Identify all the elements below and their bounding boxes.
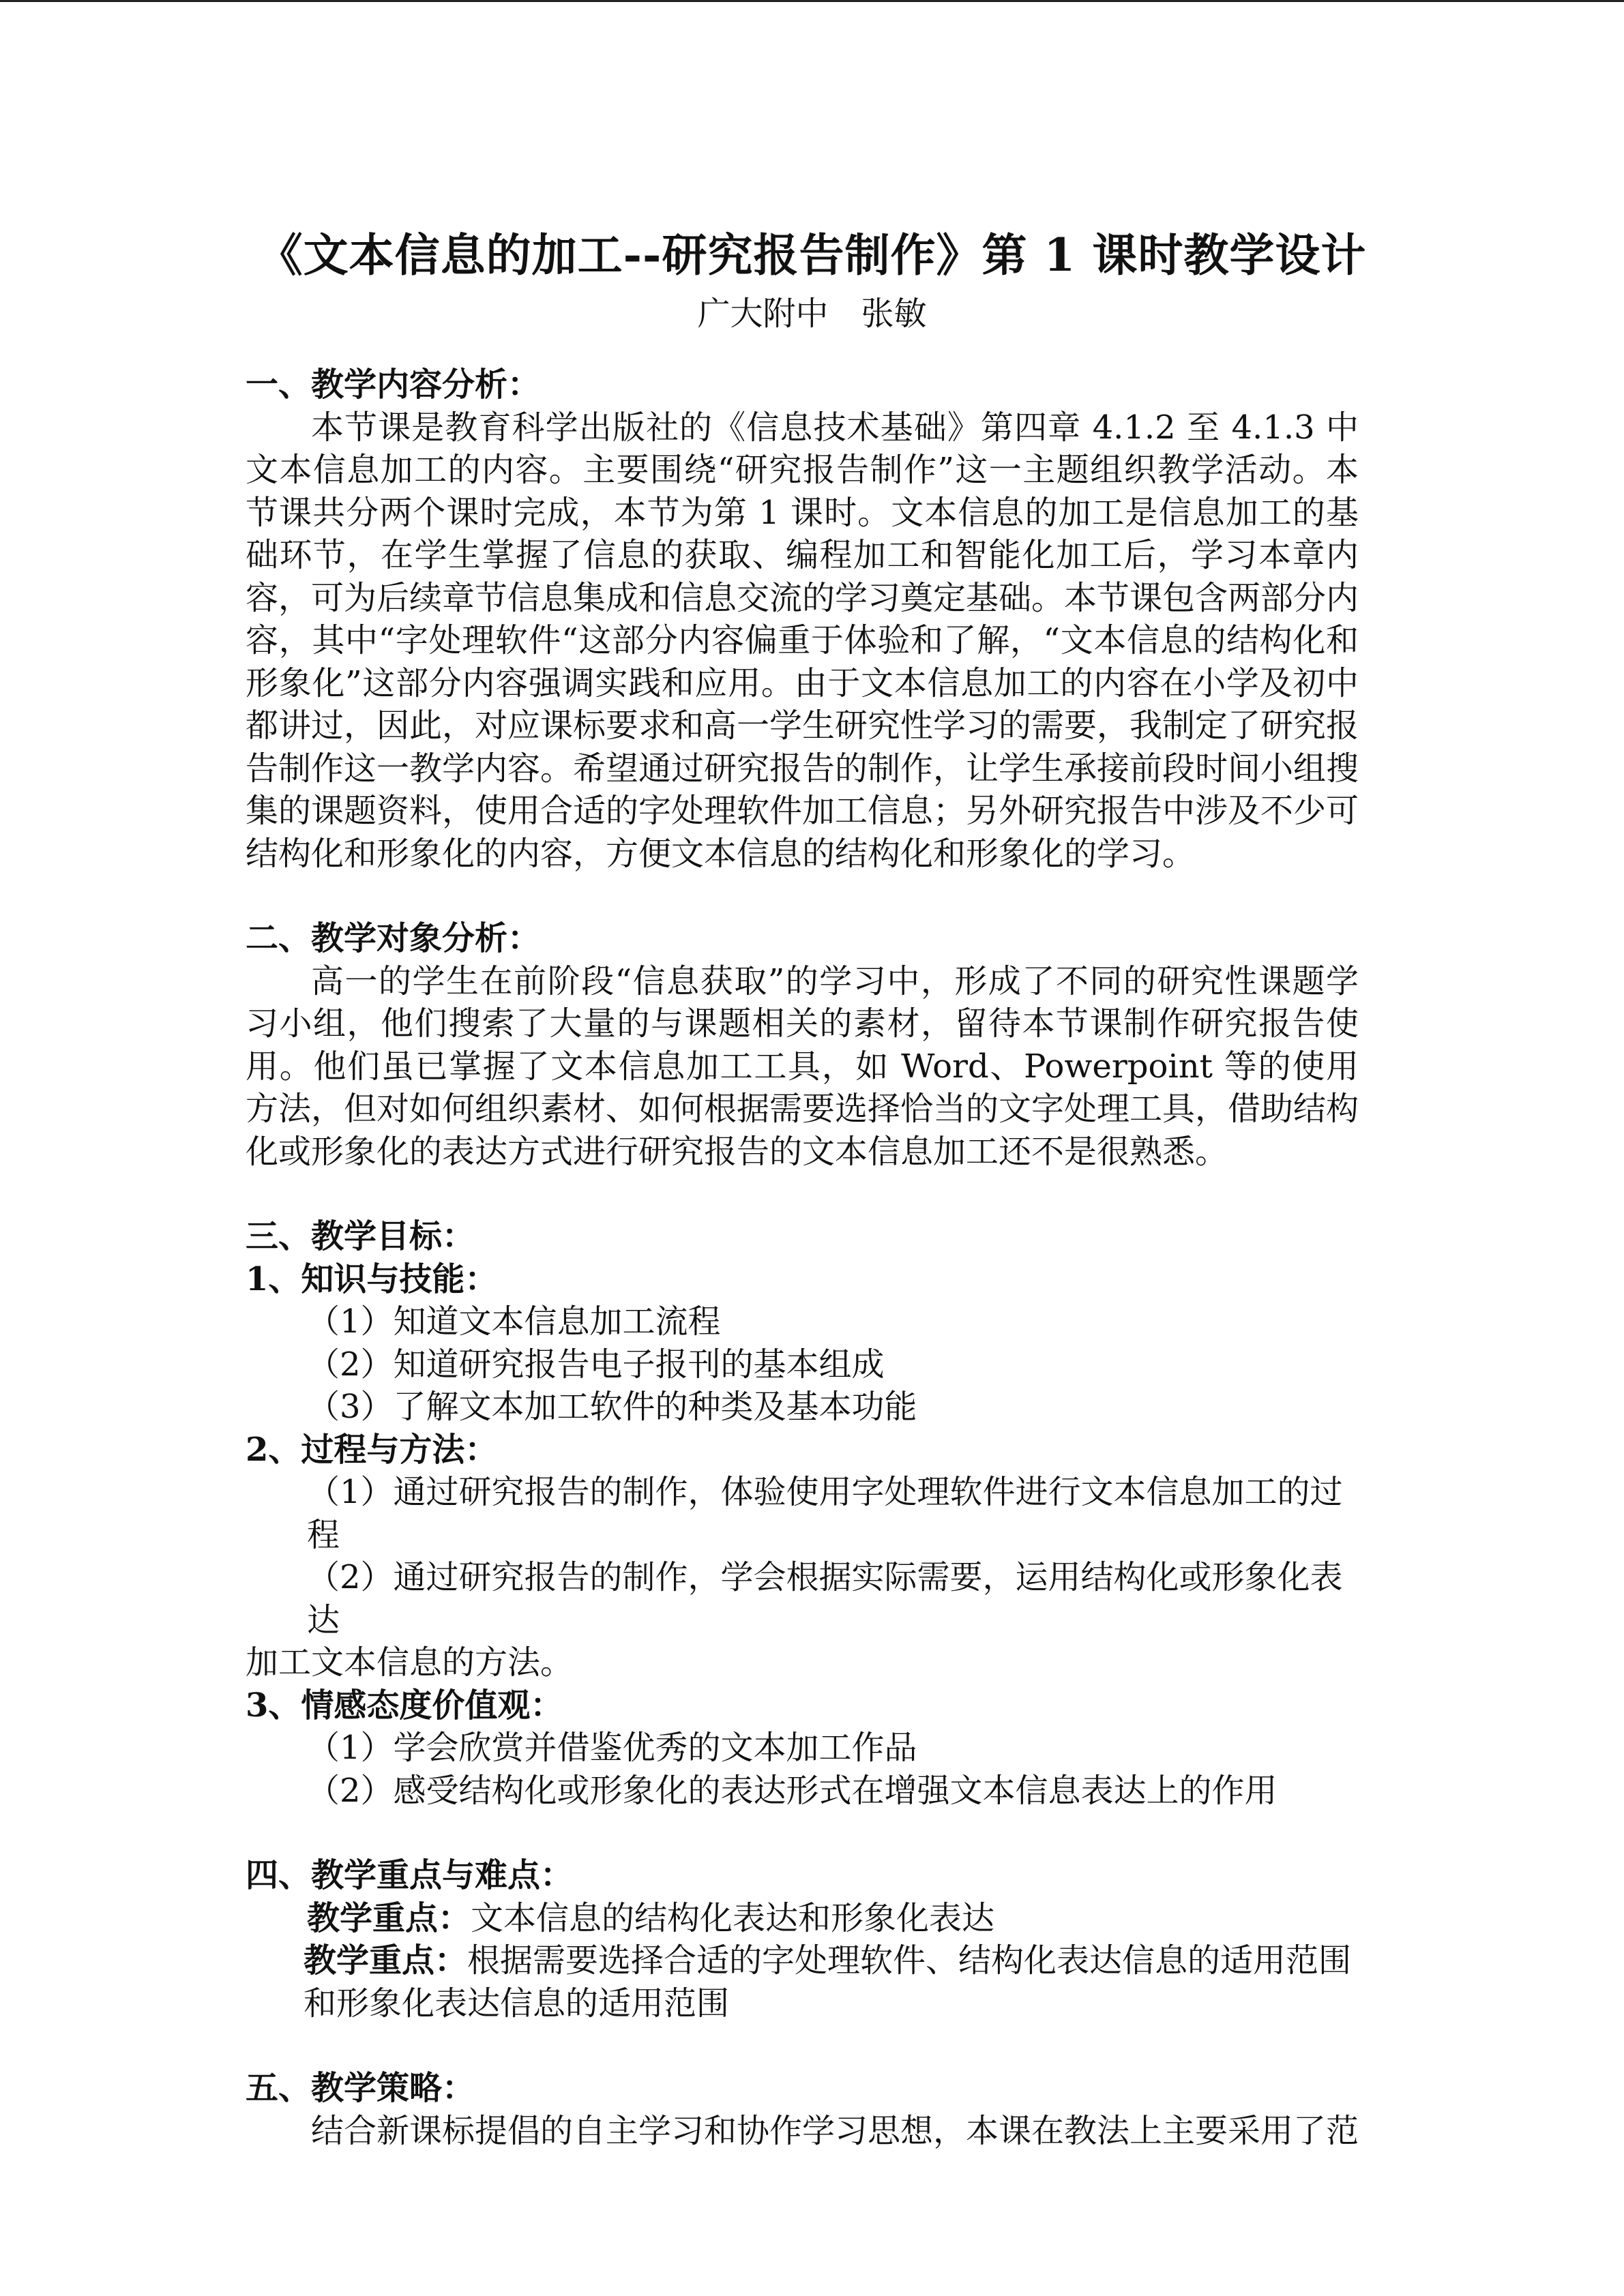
section-heading-strategy: 五、教学策略： bbox=[246, 2069, 475, 2107]
section-heading-key-points: 四、教学重点与难点： bbox=[246, 1856, 574, 1894]
spacer bbox=[246, 875, 1359, 917]
key-point-label: 教学重点： bbox=[307, 1898, 471, 1937]
spacer bbox=[246, 1173, 1359, 1215]
list-item: （2）知道研究报告电子报刊的基本组成 bbox=[307, 1345, 885, 1384]
section-heading-objectives: 三、教学目标： bbox=[246, 1217, 475, 1255]
difficulty-label: 教学重点： bbox=[304, 1941, 468, 1980]
document-body bbox=[246, 363, 1359, 2152]
list-item: （1）通过研究报告的制作，体验使用字处理软件进行文本信息加工的过程 bbox=[307, 1473, 1343, 1554]
section-heading-content-analysis: 一、教学内容分析： bbox=[246, 366, 541, 404]
sub-heading-process-methods: 2、过程与方法： bbox=[246, 1430, 498, 1469]
author-line: 广大附中 张敏 bbox=[697, 295, 927, 333]
key-point-text: 文本信息的结构化表达和形象化表达 bbox=[471, 1898, 995, 1937]
list-item: （1）学会欣赏并借鉴优秀的文本加工作品 bbox=[307, 1729, 917, 1767]
spacer bbox=[246, 1812, 1359, 1854]
list-item: （2）感受结构化或形象化的表达形式在增强文本信息表达上的作用 bbox=[307, 1771, 1278, 1810]
difficulty-text: 根据需要选择合适的字处理软件、结构化表达信息的适用范围 bbox=[467, 1941, 1352, 1980]
sub-heading-attitudes-values: 3、情感态度价值观： bbox=[246, 1686, 563, 1725]
spacer bbox=[246, 2025, 1359, 2067]
list-item: （2）通过研究报告的制作，学会根据实际需要，运用结构化或形象化表达 bbox=[307, 1558, 1343, 1639]
list-item: （3）了解文本加工软件的种类及基本功能 bbox=[307, 1388, 917, 1426]
document-title: 《文本信息的加工--研究报告制作》第 1 课时教学设计 bbox=[257, 228, 1367, 282]
paragraph-strategy: 结合新课标提倡的自主学习和协作学习思想，本课在教法上主要采用了范 bbox=[311, 2111, 1359, 2150]
list-item: （1）知道文本信息加工流程 bbox=[307, 1302, 721, 1341]
key-point-line bbox=[246, 1897, 1359, 1940]
sub-heading-knowledge-skills: 1、知识与技能： bbox=[246, 1259, 498, 1298]
paragraph-learner-analysis: 高一的学生在前阶段“信息获取”的学习中，形成了不同的研究性课题学习小组，他们搜索了大量的与课题相关的素材，留待本节课制作研究报告使用。他们虽已掌握了文本信息加工工具，如 Word、Powerpoint 等的使用方法，但对如何组织素材、如何根据需要选择恰当的文字处理工具，借助结构化或形象化的表达方式进行研究报告的文本信息加工还不是很熟悉。 bbox=[246, 961, 1359, 1171]
difficulty-line bbox=[246, 1939, 1359, 1982]
difficulty-continuation: 和形象化表达信息的适用范围 bbox=[304, 1984, 730, 2023]
list-item-continuation: 加工文本信息的方法。 bbox=[246, 1643, 574, 1682]
paragraph-content-analysis: 本节课是教育科学出版社的《信息技术基础》第四章 4.1.2 至 4.1.3 中文本信息加工的内容。主要围绕“研究报告制作”这一主题组织教学活动。本节课共分两个课时完成，本节为第 1 课时。文本信息的加工是信息加工的基础环节，在学生掌握了信息的获取、编程加工和智能化加工后，学习本章内容，可为后续章节信息集成和信息交流的学习奠定基础。本节课包含两部分内容，其中“字处理软件“这部分内容偏重于体验和了解，“文本信息的结构化和形象化”这部分内容强调实践和应用。由于文本信息加工的内容在小学及初中都讲过，因此，对应课标要求和高一学生研究性学习的需要，我制定了研究报告制作这一教学内容。希望通过研究报告的制作，让学生承接前段时间小组搜集的课题资料，使用合适的字处理软件加工信息；另外研究报告中涉及不少可结构化和形象化的内容，方便文本信息的结构化和形象化的学习。 bbox=[246, 408, 1359, 873]
section-heading-learner-analysis: 二、教学对象分析： bbox=[246, 919, 541, 957]
